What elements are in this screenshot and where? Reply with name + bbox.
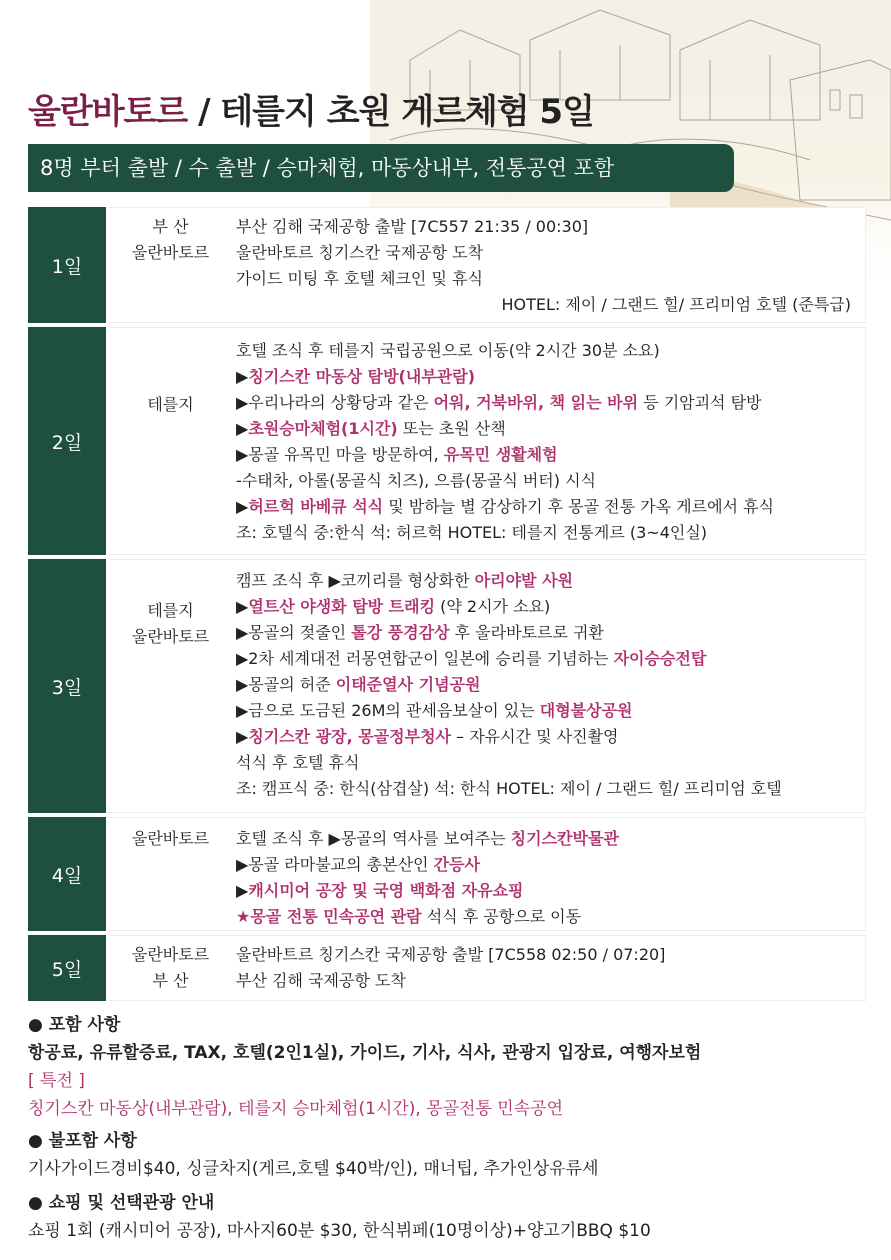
activity-line	[236, 214, 857, 240]
activity-text: ▶몽골의 젖줄인	[236, 623, 352, 642]
highlight-text: 간등사	[433, 855, 480, 874]
shopping-items: 쇼핑 1회 (캐시미어 공장), 마사지60분 $30, 한식뷔페(10명이상)+양고기BBQ $10	[28, 1221, 651, 1241]
highlight-text: 자이승승전탑	[613, 649, 707, 668]
day-label: 1일	[28, 207, 106, 323]
activity-line	[236, 416, 857, 442]
activity-line	[236, 750, 857, 776]
included-section	[28, 1011, 868, 1123]
activity-line	[236, 826, 857, 852]
activity-line	[236, 878, 857, 904]
shopping-heading: ● 쇼핑 및 선택관광 안내	[28, 1193, 215, 1213]
activity-line	[236, 852, 857, 878]
activity-line	[236, 776, 857, 802]
day-content	[108, 935, 866, 1001]
activity-line	[236, 338, 857, 364]
activity-text: ▶몽골의 허준	[236, 675, 336, 694]
highlight-text: 칭기스칸 마동상 탐방(내부관람)	[248, 367, 476, 386]
activity-text: 조: 캠프식 중: 한식(삼겹살) 석: 한식 HOTEL: 제이 / 그랜드 힐/ 프리미엄 호텔	[236, 779, 782, 798]
activity-text: 석식 후 호텔 휴식	[236, 753, 360, 772]
activity-line	[236, 240, 857, 266]
highlight-text: 칭기스칸박물관	[510, 829, 619, 848]
activity-line	[236, 646, 857, 672]
activity-text: ▶2차 세계대전 러몽연합군이 일본에 승리를 기념하는	[236, 649, 614, 668]
activity-line	[236, 390, 857, 416]
highlight-text: ★몽골 전통 민속공연 관람	[236, 907, 422, 926]
highlight-text: 칭기스칸 광장, 몽골정부청사	[248, 727, 452, 746]
special-benefits-label: [ 특전 ]	[28, 1071, 85, 1091]
activity-text: (약 2시가 소요)	[435, 597, 551, 616]
shopping-section	[28, 1189, 868, 1245]
activity-text: 등 기암괴석 탐방	[638, 393, 762, 412]
day-activities	[236, 568, 857, 802]
included-items: 항공료, 유류할증료, TAX, 호텔(2인1실), 가이드, 기사, 식사, 관광지 입장료, 여행자보험	[28, 1043, 702, 1063]
activity-text: 석식 후 공항으로 이동	[421, 907, 582, 926]
itinerary-row	[28, 817, 866, 931]
day-label: 2일	[28, 327, 106, 555]
day-label: 4일	[28, 817, 106, 931]
day-label: 3일	[28, 559, 106, 813]
location-name: 부 산	[152, 971, 189, 990]
location-name: 울란바토르	[131, 945, 210, 964]
excluded-items: 기사가이드경비$40, 싱글차지(게르,호텔 $40박/인), 매너팁, 추가인상유류세	[28, 1159, 599, 1179]
activity-line	[236, 266, 857, 292]
day-location	[108, 214, 233, 266]
activity-line	[236, 442, 857, 468]
activity-text: ▶몽골 라마불교의 총본산인	[236, 855, 434, 874]
activity-line	[236, 494, 857, 520]
activity-text: ▶우리나라의 상황당과 같은	[236, 393, 434, 412]
activity-text: 울란바트르 칭기스칸 국제공항 출발 [7C558 02:50 / 07:20]	[236, 945, 666, 964]
itinerary-row	[28, 327, 866, 555]
activity-text: HOTEL: 제이 / 그랜드 힐/ 프리미엄 호텔 (준특급)	[501, 295, 851, 314]
activity-text: 및 밤하늘 별 감상하기 후 몽골 전통 가옥 게르에서 휴식	[383, 497, 775, 516]
excluded-heading: ● 불포함 사항	[28, 1131, 137, 1151]
title-subtitle: / 테를지 초원 게르체험 5일	[187, 92, 594, 132]
activity-text: ▶	[236, 597, 249, 616]
highlight-text: 이태준열사 기념공원	[335, 675, 481, 694]
highlight-text: 유목민 생활체험	[443, 445, 558, 464]
itinerary-row	[28, 935, 866, 1001]
activity-text: ▶	[236, 419, 249, 438]
activity-line	[236, 364, 857, 390]
activity-line	[236, 594, 857, 620]
highlight-text: 톨강 풍경감상	[351, 623, 450, 642]
activity-text: ▶	[236, 367, 249, 386]
itinerary-row	[28, 559, 866, 813]
activity-text: 가이드 미팅 후 호텔 체크인 및 휴식	[236, 269, 483, 288]
itinerary-row	[28, 207, 866, 323]
activity-line	[236, 568, 857, 594]
activity-line	[236, 698, 857, 724]
day-location	[108, 598, 233, 650]
activity-text: -수태차, 아롤(몽골식 치즈), 으름(몽골식 버터) 시식	[236, 471, 597, 490]
activity-text: ▶몽골 유목민 마을 방문하여,	[236, 445, 444, 464]
day-location	[108, 392, 233, 418]
activity-line	[236, 292, 857, 318]
day-activities	[236, 214, 857, 318]
activity-text: 캠프 조식 후 ▶코끼리를 형상화한	[236, 571, 475, 590]
day-content	[108, 207, 866, 323]
excluded-section	[28, 1127, 868, 1183]
included-heading: ● 포함 사항	[28, 1015, 121, 1035]
title-destination: 울란바토르	[28, 92, 188, 132]
location-name: 테를지	[147, 395, 194, 414]
day-activities	[236, 942, 857, 994]
highlight-text: 대형불상공원	[539, 701, 633, 720]
activity-text: 울란바토르 칭기스칸 국제공항 도착	[236, 243, 484, 262]
location-name: 울란바토르	[131, 627, 210, 646]
location-name: 울란바토르	[131, 243, 210, 262]
highlight-text: 어워, 거북바위, 책 읽는 바위	[433, 393, 639, 412]
activity-line	[236, 520, 857, 546]
highlight-text: 아리야발 사원	[474, 571, 573, 590]
activity-text: 또는 초원 산책	[397, 419, 506, 438]
activity-line	[236, 672, 857, 698]
day-activities	[236, 826, 857, 930]
activity-text: 조: 호텔식 중:한식 석: 허르헉 HOTEL: 테를지 전통게르 (3~4인실)	[236, 523, 708, 542]
activity-line	[236, 942, 857, 968]
tour-summary-banner: 8명 부터 출발 / 수 출발 / 승마체험, 마동상내부, 전통공연 포함	[28, 144, 734, 192]
day-activities	[236, 338, 857, 546]
highlight-text: 초원승마체험(1시간)	[248, 419, 398, 438]
activity-text: 부산 김해 국제공항 도착	[236, 971, 406, 990]
activity-line	[236, 968, 857, 994]
activity-text: – 자유시간 및 사진촬영	[451, 727, 619, 746]
day-label: 5일	[28, 935, 106, 1001]
activity-text: ▶	[236, 881, 249, 900]
highlight-text: 열트산 야생화 탐방 트래킹	[248, 597, 436, 616]
highlight-text: 허르헉 바베큐 석식	[248, 497, 384, 516]
day-content	[108, 559, 866, 813]
activity-line	[236, 468, 857, 494]
activity-line	[236, 904, 857, 930]
page-title	[28, 84, 594, 133]
activity-text: 후 울라바토르로 귀환	[449, 623, 604, 642]
location-name: 테를지	[147, 601, 194, 620]
day-content	[108, 327, 866, 555]
activity-text: 부산 김해 국제공항 출발 [7C557 21:35 / 00:30]	[236, 217, 589, 236]
highlight-text: 캐시미어 공장 및 국영 백화점 자유쇼핑	[248, 881, 524, 900]
day-location	[108, 826, 233, 852]
location-name: 부 산	[152, 217, 189, 236]
activity-text: 호텔 조식 후 ▶몽골의 역사를 보여주는	[236, 829, 511, 848]
activity-text: 호텔 조식 후 테를지 국립공원으로 이동(약 2시간 30분 소요)	[236, 341, 660, 360]
activity-line	[236, 724, 857, 750]
day-content	[108, 817, 866, 931]
day-location	[108, 942, 233, 994]
activity-text: ▶금으로 도금된 26M의 관세음보살이 있는	[236, 701, 540, 720]
activity-text: ▶	[236, 497, 249, 516]
location-name: 울란바토르	[131, 829, 210, 848]
activity-text: ▶	[236, 727, 249, 746]
activity-line	[236, 620, 857, 646]
special-benefits-items: 칭기스칸 마동상(내부관람), 테를지 승마체험(1시간), 몽골전통 민속공연	[28, 1099, 563, 1119]
